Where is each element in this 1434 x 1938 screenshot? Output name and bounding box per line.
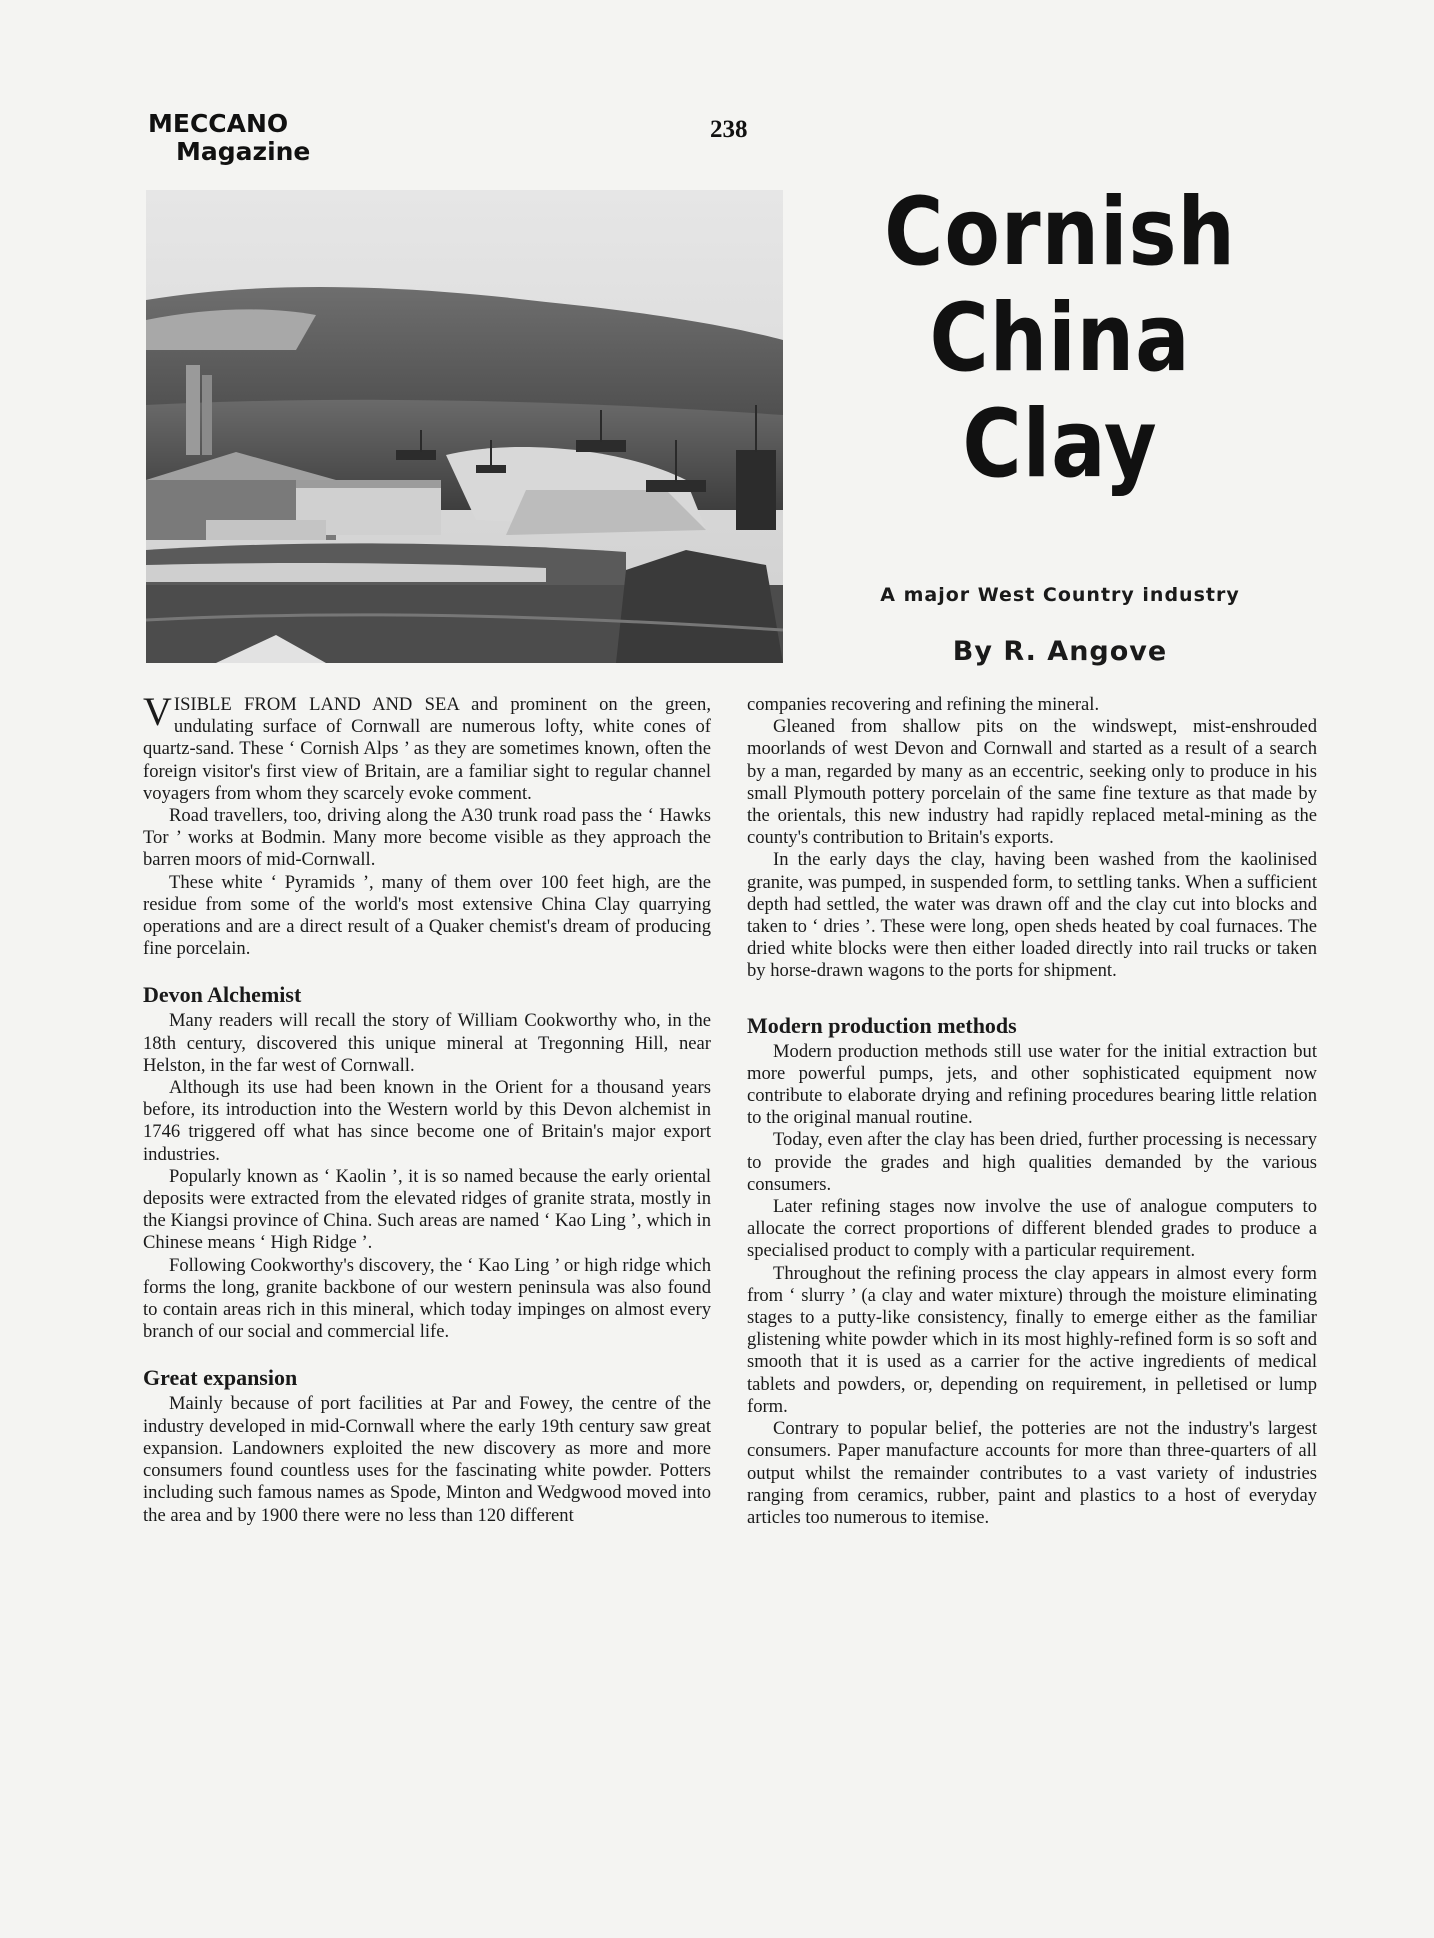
body-paragraph: Contrary to popular belief, the potteries are not the industry's largest consumers. Paper manufacture accounts for more than three-quarters of all output whilst the remainder contributes to a vast variety of industries ranging from ceramics, rubber, paint and plastics to a host of everyday articles too numerous to itemise.: [747, 1418, 1317, 1528]
body-paragraph: In the early days the clay, having been washed from the kaolinised granite, was pumped, in suspended form, to settling tanks. When a sufficient depth had settled, the water was drawn off and the clay cut into blocks and taken to ‘ dries ’. These were long, open sheds heated by coal furnaces. The dried white blocks were then either loaded directly into rail trucks or taken by horse-drawn wagons to the ports for shipment.: [747, 849, 1317, 982]
body-paragraph: Road travellers, too, driving along the A30 trunk road pass the ‘ Hawks Tor ’ works at Bodmin. Many more become visible as they approach the barren moors of mid-Cornwall.: [143, 805, 711, 871]
left-column: [143, 689, 712, 1527]
drop-cap: V: [143, 689, 172, 734]
title-line: Cornish: [884, 178, 1236, 287]
body-paragraph: These white ‘ Pyramids ’, many of them over 100 feet high, are the residue from some of the world's most extensive China Clay quarrying operations and are a direct result of a Quaker chemist's dream of producing fine porcelain.: [143, 871, 711, 960]
body-paragraph: Gleaned from shallow pits on the windswept, mist-enshrouded moorlands of west Devon and Cornwall and started as a result of a search by a man, regarded by many as an eccentric, seeking only to produce in his small Plymouth pottery porcelain of the same fine texture as that made by the orientals, this new industry had rapidly replaced metal-mining as the county's contribution to Britain's exports.: [747, 716, 1317, 849]
body-paragraph: Throughout the refining process the clay appears in almost every form from ‘ slurry ’ (a clay and water mixture) through the moisture eliminating stages to a putty-like consistency, finally to emerge either as the familiar glistening white powder which in its most highly-refined form is so soft and smooth that it is used as a carrier for the active ingredients of medical tablets and powders, or, depending on requirement, in pelletised or lump form.: [747, 1262, 1317, 1417]
page-number: 238: [710, 116, 748, 143]
masthead-line-1: MECCANO: [148, 109, 289, 138]
article-title: [854, 180, 1267, 498]
body-paragraph: Mainly because of port facilities at Par and Fowey, the centre of the industry developed in mid-Cornwall where the early 19th century saw great expansion. Landowners exploited the new discovery as more and more consumers found countless uses for the fascinating white powder. Potters including such famous names as Spode, Minton and Wedgwood moved into the area and by 1900 there were no less than 120 different: [143, 1393, 711, 1526]
body-paragraph: Many readers will recall the story of William Cookworthy who, in the 18th century, discovered this unique mineral at Tregonning Hill, near Helston, in the far west of Cornwall.: [143, 1010, 711, 1076]
harbour-photograph: [146, 190, 783, 663]
intro-text: and prominent on the green, undulating surface of Cornwall are numerous lofty, white cones of quartz-sand. These ‘ Cornish Alps ’ as they are sometimes known, often the foreign visitor's first view of Britain, are a familiar sight to regular channel voyagers from whom they scarcely evoke comment.: [143, 694, 712, 804]
title-line: China: [929, 284, 1191, 393]
intro-paragraph: [143, 689, 712, 805]
article-subtitle: A major West Country industry: [880, 584, 1240, 606]
body-paragraph: Later refining stages now involve the use of analogue computers to allocate the correct proportions of different blended grades to produce a specialised product to comply with a particular requirement.: [747, 1196, 1317, 1262]
body-paragraph: companies recovering and refining the mineral.: [747, 694, 1100, 715]
body-paragraph: Modern production methods still use water for the initial extraction but more powerful pumps, jets, and other sophisticated equipment now contribute to elaborate drying and refining procedures bearing little relation to the original manual routine.: [747, 1040, 1317, 1129]
body-paragraph: Although its use had been known in the Orient for a thousand years before, its introduction into the Western world by this Devon alchemist in 1746 triggered off what has since become one of Britain's major export industries.: [143, 1077, 711, 1165]
title-line: Clay: [962, 390, 1158, 499]
intro-lead: ISIBLE FROM LAND AND SEA: [173, 694, 459, 715]
article-byline: By R. Angove: [952, 636, 1168, 667]
harbour-photo-illustration: [146, 190, 783, 663]
body-paragraph: Popularly known as ‘ Kaolin ’, it is so named because the early oriental deposits were extracted from the elevated ridges of granite strata, mostly in the Kiangsi province of China. Such areas are named ‘ Kao Ling ’, which in Chinese means ‘ High Ridge ’.: [143, 1165, 711, 1254]
masthead-line-2: Magazine: [176, 137, 311, 166]
body-paragraph: Following Cookworthy's discovery, the ‘ Kao Ling ’ or high ridge which forms the long, granite backbone of our western peninsula was also found to contain areas rich in this mineral, which today impinges on almost every branch of our social and commercial life.: [143, 1254, 711, 1343]
section-heading-great-expansion: Great expansion: [143, 1365, 298, 1391]
masthead: [148, 110, 310, 166]
body-paragraph: Today, even after the clay has been dried, further processing is necessary to provide the grades and high qualities demanded by the various consumers.: [747, 1129, 1317, 1195]
right-column: [747, 694, 1317, 1529]
section-heading-devon-alchemist: Devon Alchemist: [143, 982, 302, 1008]
section-heading-modern-production: Modern production methods: [747, 1012, 1017, 1038]
